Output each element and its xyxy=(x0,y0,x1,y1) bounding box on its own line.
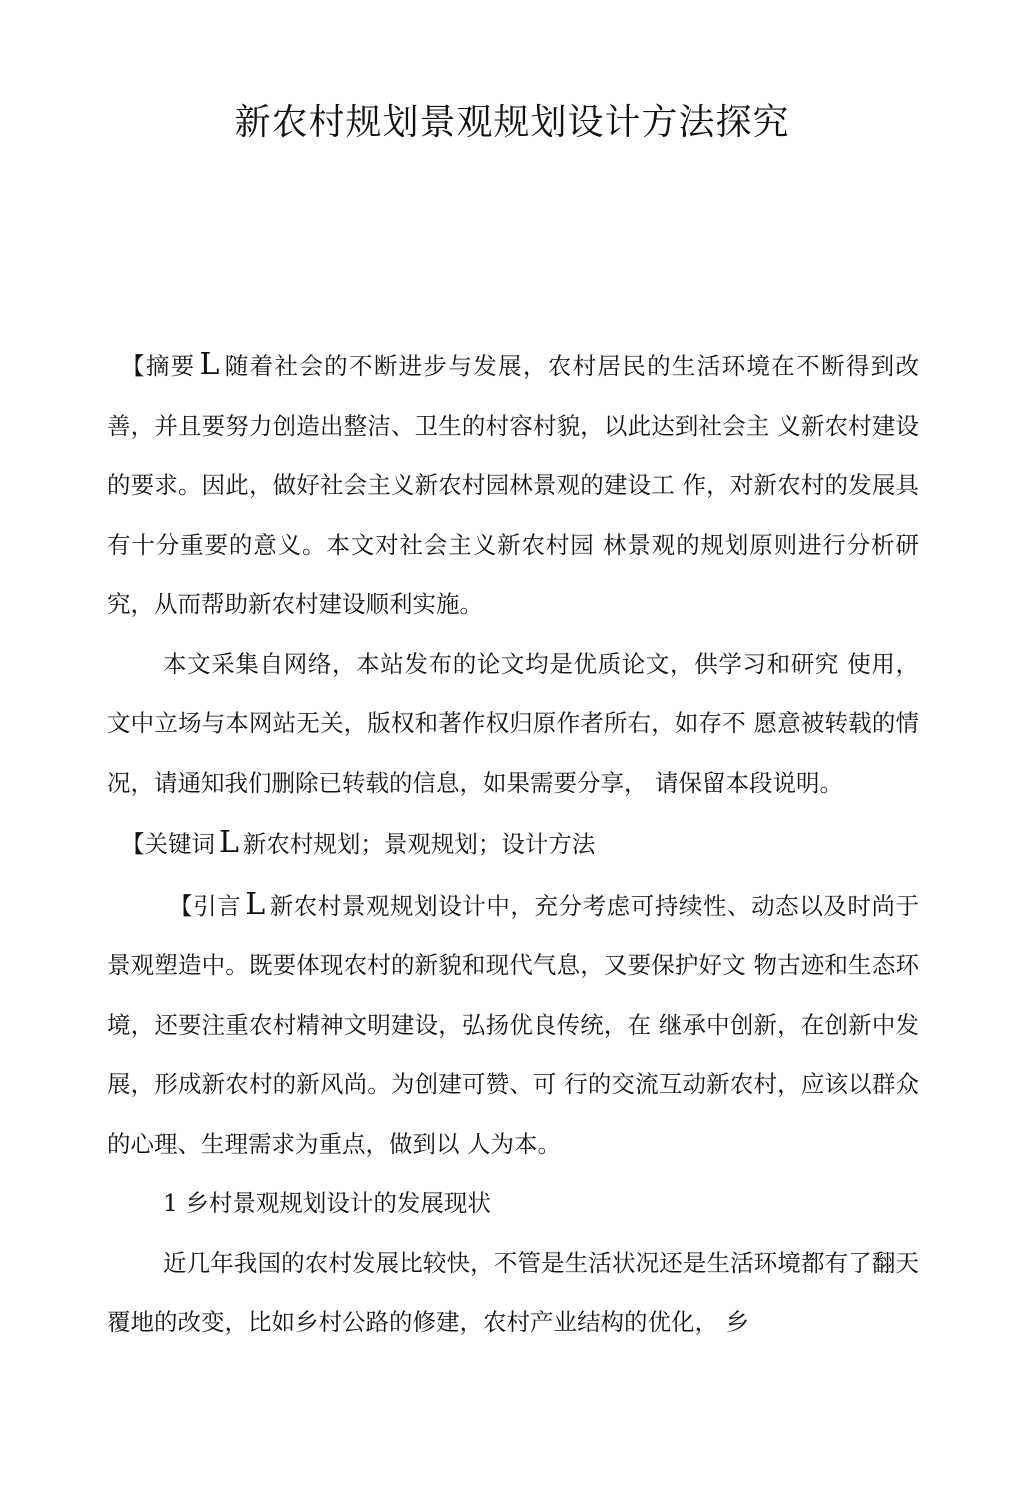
keywords-label: 【关键词 xyxy=(121,830,215,858)
keywords-text: 新农村规划；景观规划；设计方法 xyxy=(242,830,596,858)
abstract-label-mark: L xyxy=(199,347,220,382)
document-body xyxy=(107,335,919,1353)
section-paragraph: 近几年我国的农村发展比较快，不管是生活状况还是生活环境都有了翻天覆地的改变，比如乡村公路的修建，农村产业结构的优化， 乡 xyxy=(107,1248,919,1336)
section-heading: 1 乡村景观规划设计的发展现状 xyxy=(163,1189,491,1217)
abstract-label: 【摘要 xyxy=(121,352,196,380)
abstract-paragraph xyxy=(107,335,919,635)
keywords-paragraph xyxy=(107,813,919,875)
keywords-label-mark: L xyxy=(219,825,239,860)
intro-text: 新农村景观规划设计中，充分考虑可持续性、动态以及时尚于景观塑造中。既要体现农村的新貌和现代气息，又要保护好文 物古迹和生态环境，还要注重农村精神文明建设，弘扬优良传统，在 继承中创新，在创新中发展，形成新农村的新风尚。为创建可赞、可 行的交流互动新农村，应该以群众的心理、生理需求为重点，做到以 人为本。 xyxy=(107,891,920,1158)
intro-label-mark: L xyxy=(245,886,266,922)
abstract-text: 随着社会的不断进步与发展，农村居民的生活环境在不断得到改善，并且要努力创造出整洁、卫生的村容村貌，以此达到社会主 义新农村建设的要求。因此，做好社会主义新农村园林景观的建设工 作，对新农村的发展具有十分重要的意义。本文对社会主义新农村园 林景观的规划原则进行分析研究，从而帮助新农村建设顺利实施。 xyxy=(107,352,920,618)
intro-label: 【引言 xyxy=(169,891,242,920)
document-title: 新农村规划景观规划设计方法探究 xyxy=(234,102,790,143)
intro-paragraph xyxy=(107,875,919,1175)
notice-paragraph: 本文采集自网络，本站发布的论文均是优质论文，供学习和研究 使用，文中立场与本网站无关，版权和著作权归原作者所右，如存不 愿意被转载的情况，请通知我们删除已转载的信息，如果需要分享， 请保留本段说明。 xyxy=(107,649,919,797)
